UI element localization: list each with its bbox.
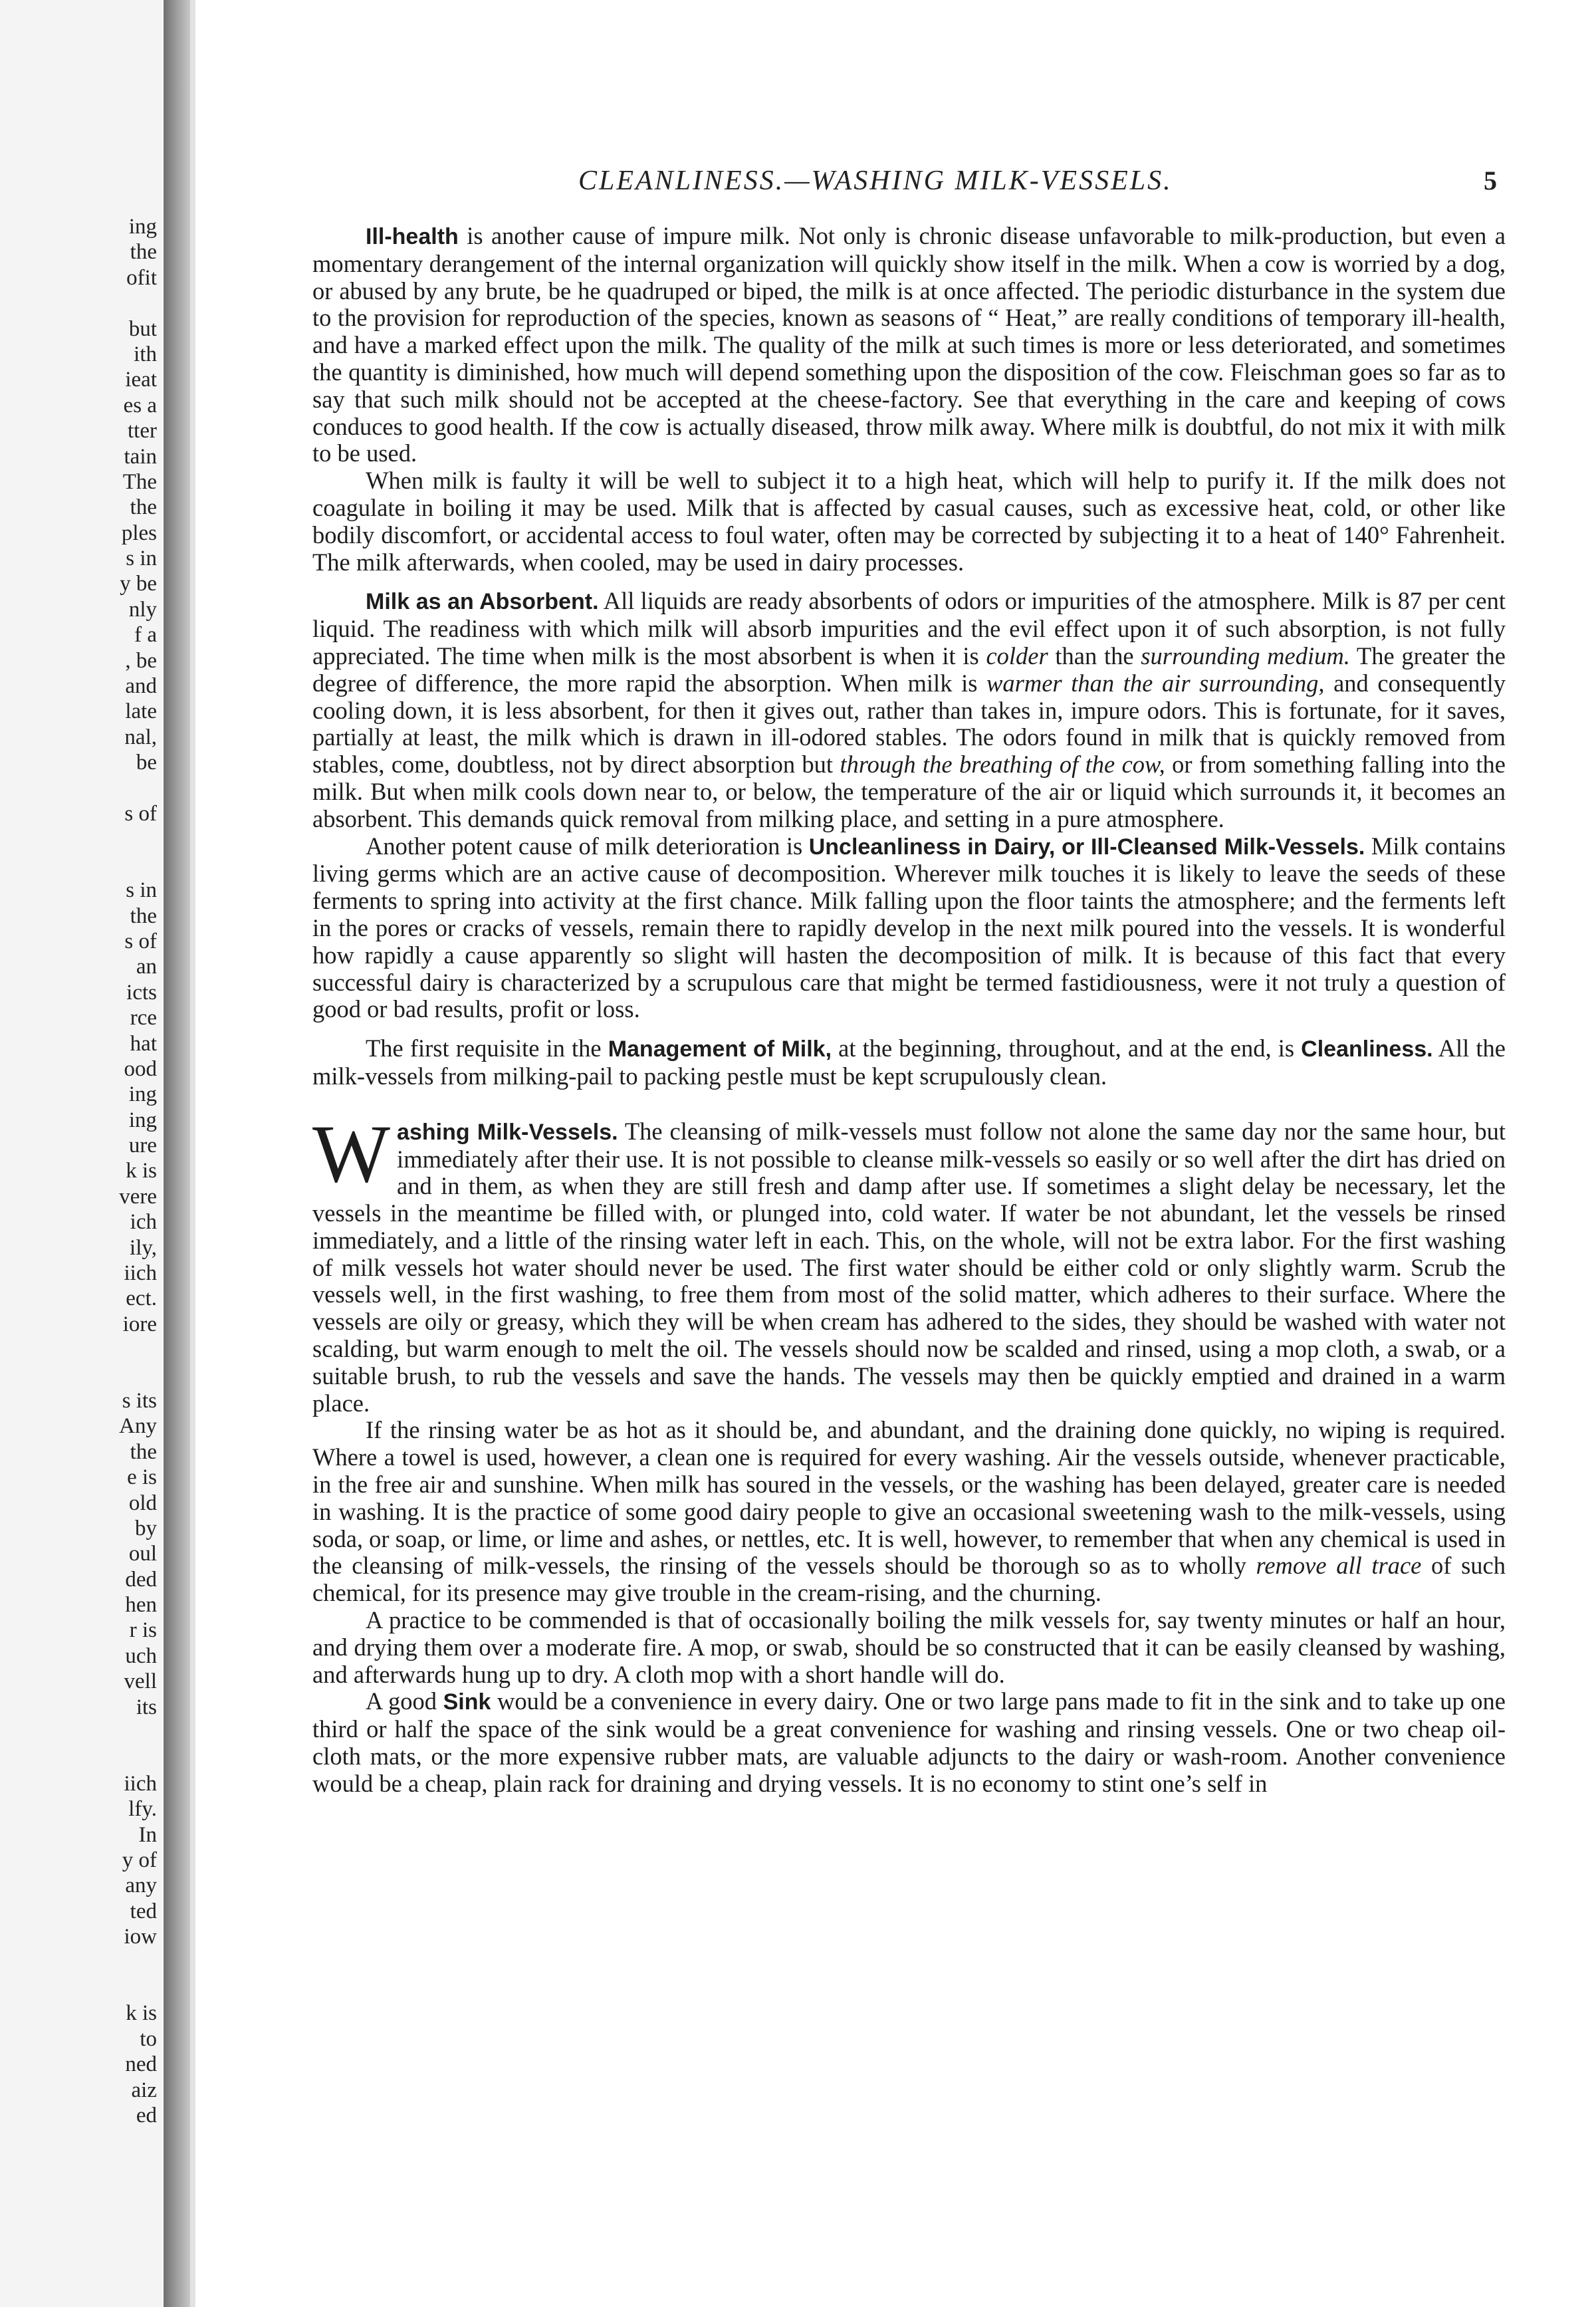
paragraph-text: of such chemical, for its presence may give trouble in the cream-rising, and the churning. xyxy=(312,1552,1506,1607)
run-in-heading: Milk as an Absorbent. xyxy=(366,589,599,615)
left-fragment-line: an xyxy=(136,955,157,979)
left-fragment-line: r is xyxy=(129,1618,157,1643)
run-in-heading: ashing Milk-Vessels. xyxy=(397,1119,618,1145)
paragraph-p3 xyxy=(312,588,1506,832)
left-fragment-line: the xyxy=(130,904,157,928)
left-fragment-line: hat xyxy=(130,1031,157,1056)
paragraph-text: Another potent cause of milk deterioration is xyxy=(366,832,809,860)
left-fragment-line: tter xyxy=(128,419,157,443)
left-fragment-line: ith xyxy=(134,342,157,366)
left-fragment-line: the xyxy=(130,1439,157,1464)
left-fragment-line: be xyxy=(136,751,157,775)
left-fragment-line: lfy. xyxy=(128,1797,157,1822)
left-fragment-line: iore xyxy=(122,1312,157,1336)
left-fragment-line: ure xyxy=(128,1134,157,1158)
left-fragment-line: by xyxy=(135,1516,157,1540)
left-fragment-line: y of xyxy=(122,1848,157,1872)
run-in-heading: Uncleanliness in Dairy, or Ill-Cleansed Milk-Vessels. xyxy=(808,834,1365,860)
left-fragment-line: , be xyxy=(125,648,157,673)
run-in-heading: Cleanliness. xyxy=(1301,1036,1433,1062)
left-fragment-line: the xyxy=(130,495,157,520)
left-fragment-line: Any xyxy=(119,1414,157,1439)
paragraph-p8 xyxy=(312,1607,1506,1688)
italic-text: warmer than the air surrounding, xyxy=(986,669,1325,697)
italic-text: colder xyxy=(986,642,1048,669)
left-fragment-line: to xyxy=(140,2026,157,2051)
left-fragment-line: s in xyxy=(126,546,157,571)
previous-page-text-fragments xyxy=(0,214,157,2128)
paragraph-text: than the xyxy=(1048,642,1141,669)
left-fragment-line: nal, xyxy=(124,725,157,749)
paragraph-text: The first requisite in the xyxy=(366,1034,608,1062)
left-fragment-line: but xyxy=(128,316,157,341)
gutter-highlight xyxy=(190,0,195,2307)
paragraph-text: and consequently cooling down, it is less absorbent, for then it gives out, rather than takes in, impure odors. This is fortunate, for it saves, partially at least, the milk which is drawn in ill-odored stables. The odors found in milk that is quickly removed from stables, come, doubtless, not by direct absorption but xyxy=(312,669,1506,779)
run-in-heading: Management of Milk, xyxy=(608,1036,832,1062)
italic-text: through the breathing of the cow, xyxy=(840,751,1165,779)
left-fragment-line: ples xyxy=(121,521,157,545)
left-fragment-line: vere xyxy=(119,1184,157,1209)
left-fragment-line xyxy=(0,826,157,852)
left-fragment-line: iich xyxy=(124,1771,157,1796)
left-fragment-line xyxy=(0,291,157,316)
left-fragment-line: ing xyxy=(128,1082,157,1107)
paragraph-p7 xyxy=(312,1417,1506,1607)
left-fragment-line xyxy=(0,1363,157,1388)
left-fragment-line xyxy=(0,1337,157,1362)
paragraph-p9 xyxy=(312,1688,1506,1797)
left-fragment-line: aiz xyxy=(131,2078,157,2102)
run-in-heading: Ill-health xyxy=(366,224,459,249)
left-fragment-line: k is xyxy=(126,1159,157,1183)
left-fragment-line: In xyxy=(138,1822,157,1847)
left-fragment-line: ded xyxy=(125,1567,157,1592)
book-gutter xyxy=(164,0,190,2307)
running-header: CLEANLINESS.—WASHING MILK-VESSELS. xyxy=(578,166,1173,196)
left-fragment-line xyxy=(0,1975,157,2001)
left-fragment-line: y be xyxy=(120,572,157,596)
left-fragment-line: s of xyxy=(124,801,157,826)
left-fragment-line: s in xyxy=(126,878,157,903)
left-fragment-line: ood xyxy=(124,1056,157,1081)
left-fragment-line: es a xyxy=(123,393,157,418)
left-fragment-line xyxy=(0,852,157,878)
left-fragment-line: tain xyxy=(124,444,157,469)
paragraph-text: at the beginning, throughout, and at the end, is xyxy=(832,1034,1302,1062)
paragraph-p6 xyxy=(312,1108,1506,1417)
left-fragment-line: ect. xyxy=(126,1286,157,1311)
left-fragment-line: ted xyxy=(130,1899,157,1923)
left-fragment-line: ned xyxy=(125,2052,157,2077)
left-fragment-line: any xyxy=(125,1874,157,1898)
page-number: 5 xyxy=(1484,166,1497,195)
left-fragment-line: icts xyxy=(126,980,157,1005)
paragraph-text: The cleansing of milk-vessels must follow not alone the same day nor the same hour, but immediately after their use. It is not possible to cleanse milk-vessels so easily or so well after the dirt has dried on and in them, as when they are still fresh and damp after use. If sometimes a slight delay be necessary, let the vessels in the meantime be filled with, or plunged into, cold water. If water be not abundant, let the vessels be rinsed immediately, and a little of the rinsing water left in each. This, on the whole, will not be extra labor. For the first washing of milk vessels hot water should never be used. The first water should be either cold or only slightly warm. Scrub the vessels well, in the first washing, to free them from most of the solid matter, which adheres to their surface. Where the vessels are oily or greasy, which they will be when cream has adhered to the sides, they should be washed with water not scalding, but warm enough to melt the oil. The vessels should now be scalded and rinsed, using a mop cloth, a swab, or a suitable brush, to rub the vessels and save the hands. The vessels may then be quickly emptied and drained in a warm place. xyxy=(312,1117,1506,1417)
paragraph-text: would be a convenience in every dairy. One or two large pans made to fit in the sink and to take up one third or half the space of the sink would be a great convenience for washing and rinsing vessels. One or two cheap oil-cloth mats, or the more expensive rubber mats, are valuable adjuncts to the dairy or wash-room. Another convenience would be a cheap, plain rack for draining and drying vessels. It is no economy to stint one’s self in xyxy=(312,1687,1506,1797)
italic-text: surrounding medium. xyxy=(1141,642,1350,669)
paragraph-text: The greater the degree of difference, the more rapid the absorption. When milk is xyxy=(312,642,1506,697)
left-fragment-line: iow xyxy=(124,1925,157,1949)
page-body xyxy=(312,223,1506,1798)
left-fragment-line: ich xyxy=(130,1210,157,1235)
left-fragment-line: oul xyxy=(128,1542,157,1566)
left-fragment-line: its xyxy=(136,1695,157,1719)
left-fragment-line: ieat xyxy=(125,368,157,392)
paragraph-p5 xyxy=(312,1035,1506,1090)
left-fragment-line: and xyxy=(125,674,157,699)
left-fragment-line: s of xyxy=(124,929,157,953)
paragraph-text: All liquids are ready absorbents of odors or impurities of the atmosphere. Milk is 87 per cent liquid. The readiness with which milk will absorb impurities and the evil effect upon it of such absorption, is not fully appreciated. The time when milk is the most absorbent is when it is xyxy=(312,587,1506,669)
drop-cap: W xyxy=(312,1108,391,1199)
paragraph-text: A practice to be commended is that of occasionally boiling the milk vessels for, say twenty minutes or half an hour, and drying them over a moderate fire. A mop, or swab, should be so constructed that it can be easily cleansed by washing, and afterwards hung up to dry. A cloth mop with a short handle will do. xyxy=(312,1606,1506,1688)
paragraph-text: If the rinsing water be as hot as it should be, and abundant, and the draining done quickly, no wiping is required. Where a towel is used, however, a clean one is required for every washing. Air the vessels outside, whenever practicable, in the free air and sunshine. When milk has soured in the vessels, or the washing has been delayed, greater care is needed in washing. It is the practice of some good dairy people to give an occasional sweetening wash to the milk-vessels, using soda, or soap, or lime, or lime and ashes, or nettles, etc. It is well, however, to remember that when any chemical is used in the cleansing of milk-vessels, the rinsing of the vessels should be thorough so as to wholly xyxy=(312,1416,1506,1580)
left-fragment-line xyxy=(0,776,157,801)
left-fragment-line: e is xyxy=(127,1465,157,1490)
left-fragment-line: the xyxy=(130,240,157,265)
paragraph-text: Milk contains living germs which are an active cause of decomposition. Wherever milk touches it is likely to leave the seeds of these ferments to spring into activity at the first chance. Milk falling upon the floor taints the atmosphere; and the ferments left in the pores or cracks of vessels, remain there to rapidly develop in the next milk poured into the vessels. It is wonderful how rapidly a cause apparently so slight will hasten the decomposition of milk. It is because of this fact that every successful dairy is characterized by a scrupulous care that might be termed fastidiousness, were it not truly a question of good or bad results, profit or loss. xyxy=(312,832,1506,1023)
left-fragment-line: ing xyxy=(128,215,157,239)
paragraph-text: All the milk-vessels from milking-pail to packing pestle must be kept scrupulously clean. xyxy=(312,1034,1506,1090)
left-fragment-line: late xyxy=(125,699,157,724)
paragraph-p4 xyxy=(312,833,1506,1024)
italic-text: remove all trace xyxy=(1256,1552,1422,1580)
paragraph-text: or from something falling into the milk. But when milk cools down near to, or below, the temperature of the air or liquid which surrounds it, it becomes an absorbent. This demands quick removal from milking place, and setting in a pure atmosphere. xyxy=(312,751,1506,832)
left-fragment-line xyxy=(0,1950,157,1975)
left-fragment-line: rce xyxy=(130,1006,157,1031)
left-fragment-line: ed xyxy=(136,2103,157,2127)
paragraph-p2 xyxy=(312,467,1506,576)
left-fragment-line xyxy=(0,1745,157,1770)
left-fragment-line: old xyxy=(128,1491,157,1515)
paragraph-p1 xyxy=(312,223,1506,467)
left-fragment-line: s its xyxy=(122,1388,157,1413)
left-fragment-line: k is xyxy=(126,2001,157,2026)
left-fragment-line: uch xyxy=(125,1643,157,1668)
left-fragment-line: hen xyxy=(125,1593,157,1618)
left-fragment-line: ing xyxy=(128,1108,157,1132)
paragraph-text: is another cause of impure milk. Not only is chronic disease unfavorable to milk-production, but even a momentary derangement of the internal organization will quickly show itself in the milk. When a cow is worried by a dog, or abused by any brute, be he quadruped or biped, the milk is at once affected. The periodic disturbance in the system due to the provision for reproduction of the species, known as seasons of “ Heat,” are really conditions of temporary ill-health, and have a marked effect upon the milk. The quality of the milk at such times is more or less deteriorated, and sometimes the quantity is diminished, how much will depend something upon the disposition of the cow. Fleischman goes so far as to say that such milk should not be accepted at the cheese-factory. See that everything in the care and keeping of cows conduces to good health. If the cow is actually diseased, throw milk away. Where milk is doubtful, do not mix it with milk to be used. xyxy=(312,222,1506,467)
paragraph-text: When milk is faulty it will be well to subject it to a high heat, which will help to purify it. If the milk does not coagulate in boiling it may be used. Milk that is affected by casual causes, such as excessive heat, cold, or other like bodily discomfort, or accidental access to foul water, often may be corrected by subjecting it to a heat of 140° Fahrenheit. The milk afterwards, when cooled, may be used in dairy processes. xyxy=(312,467,1506,576)
left-fragment-line: f a xyxy=(134,623,157,648)
left-fragment-line: ily, xyxy=(130,1235,157,1260)
left-fragment-line: nly xyxy=(128,597,157,622)
left-fragment-line: vell xyxy=(124,1669,157,1694)
paragraph-text: A good xyxy=(366,1687,443,1715)
run-in-heading: Sink xyxy=(443,1689,491,1715)
left-fragment-line: ofit xyxy=(126,265,157,290)
left-fragment-line: The xyxy=(122,469,157,494)
previous-page-edge xyxy=(0,0,163,2307)
left-fragment-line xyxy=(0,1720,157,1745)
left-fragment-line: iich xyxy=(124,1261,157,1286)
